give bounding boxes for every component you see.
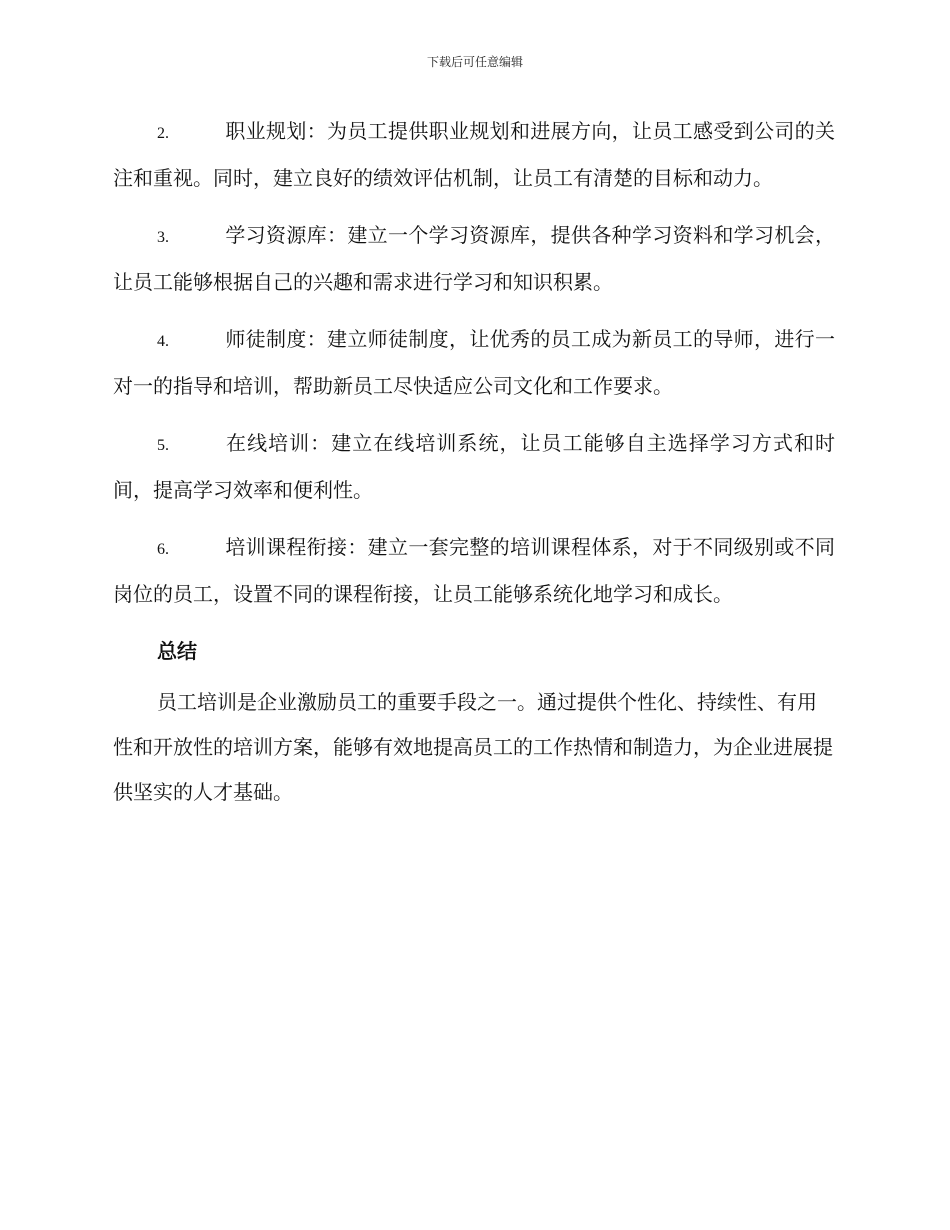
document-body	[113, 109, 835, 815]
page-header: 下载后可任意编辑	[426, 55, 523, 69]
list-number: 6.	[157, 541, 169, 558]
list-text: 师徒制度：建立师徒制度，让优秀的员工成为新员工的导师，进行一对一的指导和培训，帮助新员工尽快适应公司文化和工作要求。	[113, 327, 835, 398]
list-text: 学习资源库：建立一个学习资源库，提供各种学习资料和学习机会，让员工能够根据自己的兴趣和需求进行学习和知识积累。	[113, 223, 835, 294]
list-number: 5.	[157, 437, 169, 454]
list-number: 2.	[157, 125, 169, 142]
list-number: 3.	[157, 229, 169, 246]
list-item	[113, 109, 835, 201]
list-item	[113, 421, 835, 513]
summary-heading: 总结	[157, 639, 197, 663]
list-item	[113, 525, 835, 617]
list-text: 在线培训：建立在线培训系统，让员工能够自主选择学习方式和时间，提高学习效率和便利性。	[113, 431, 835, 502]
list-item	[113, 317, 835, 409]
list-item	[113, 213, 835, 305]
list-number: 4.	[157, 333, 169, 350]
list-text: 培训课程衔接：建立一套完整的培训课程体系，对于不同级别或不同岗位的员工，设置不同的课程衔接，让员工能够系统化地学习和成长。	[113, 535, 835, 606]
list-text: 职业规划：为员工提供职业规划和进展方向，让员工感受到公司的关注和重视。同时，建立良好的绩效评估机制，让员工有清楚的目标和动力。	[113, 119, 835, 190]
summary-paragraph: 员工培训是企业激励员工的重要手段之一。通过提供个性化、持续性、有用性和开放性的培训方案，能够有效地提高员工的工作热情和制造力，为企业进展提供坚实的人才基础。	[113, 690, 833, 804]
